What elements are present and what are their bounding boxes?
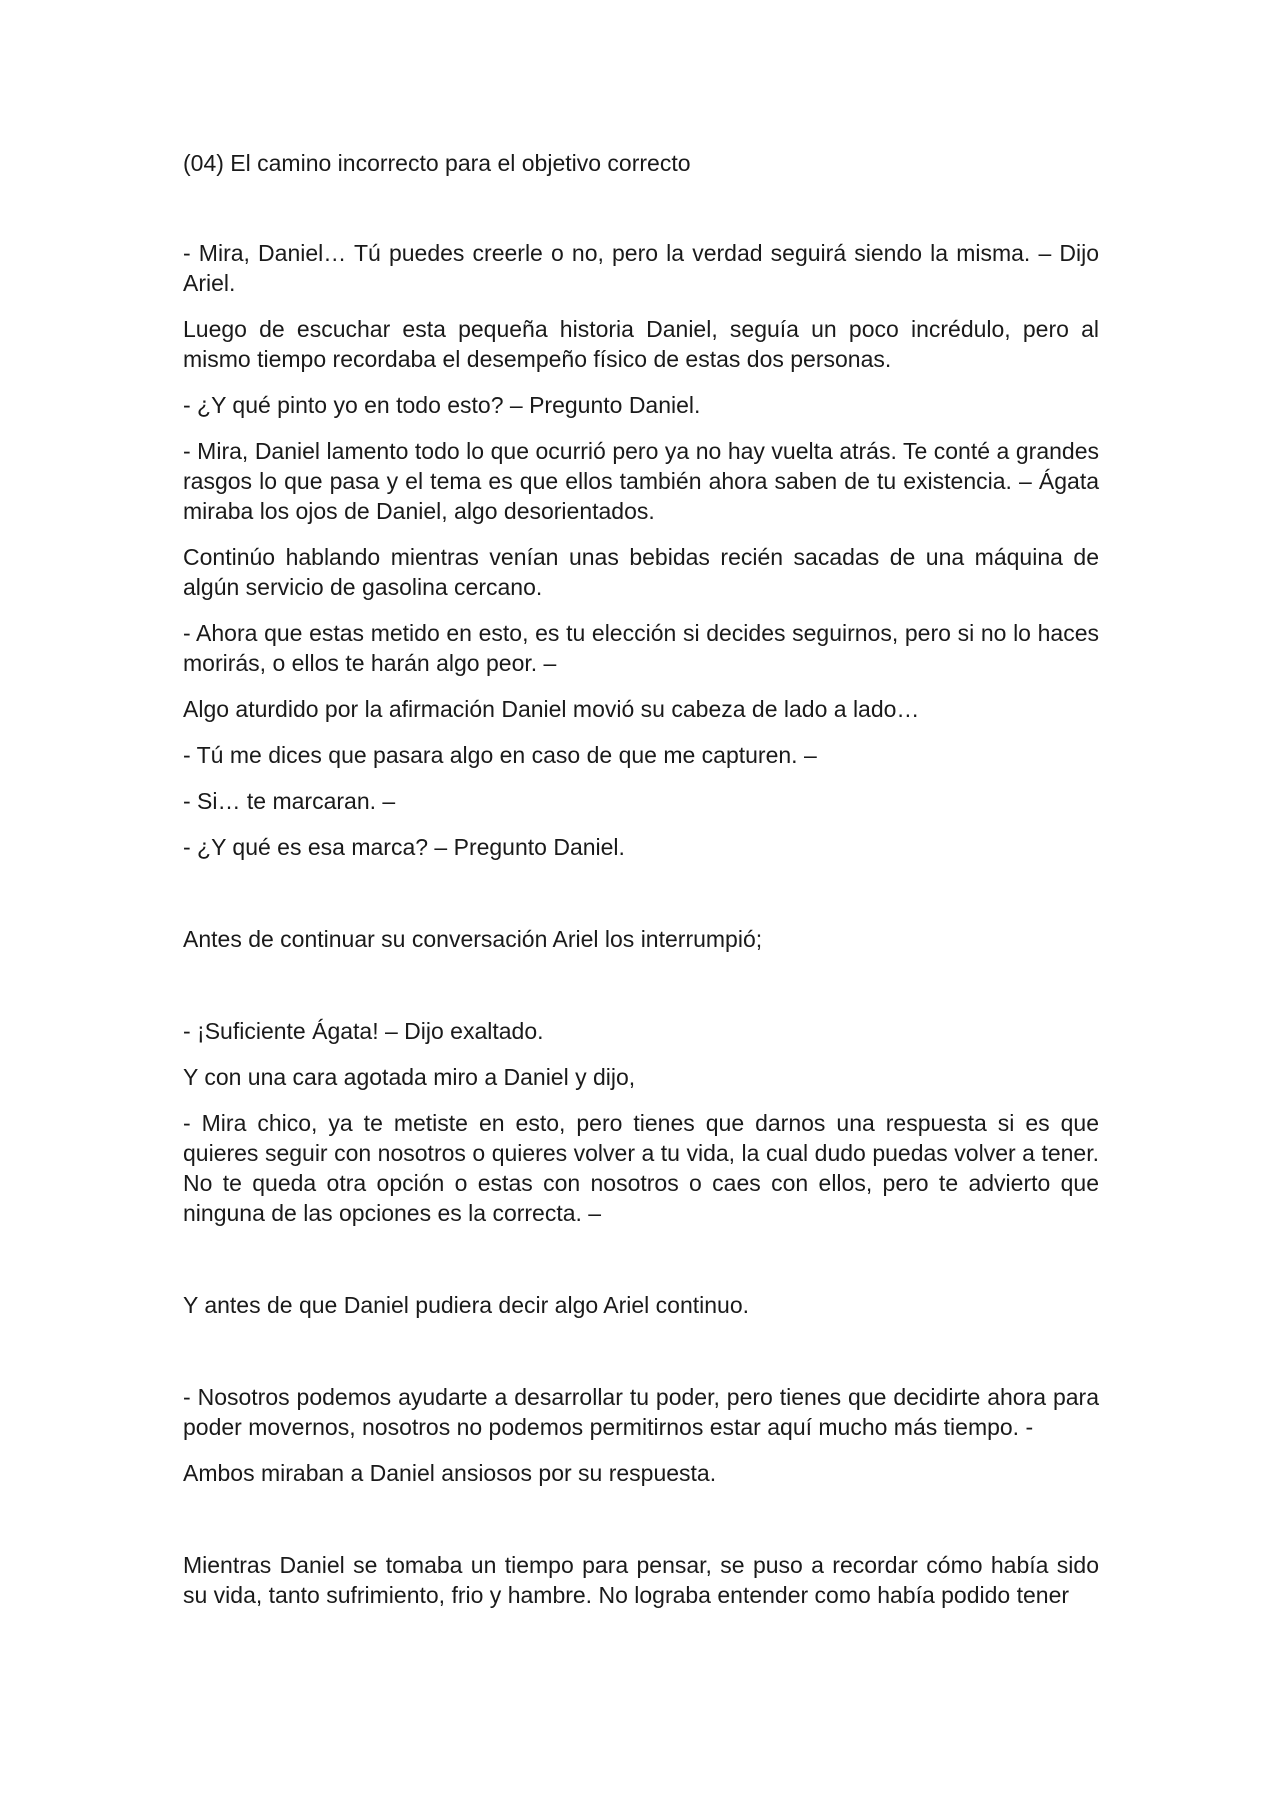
document-page [183,148,1099,1626]
paragraph: - Ahora que estas metido en esto, es tu elección si decides seguirnos, pero si no lo haces morirás, o ellos te harán algo peor. – [183,620,1099,676]
paragraph: - ¿Y qué pinto yo en todo esto? – Pregunto Daniel. [183,392,701,418]
paragraph: - Mira, Daniel… Tú puedes creerle o no, pero la verdad seguirá siendo la misma. – Dijo Ariel. [183,240,1099,296]
paragraph: - Tú me dices que pasara algo en caso de que me capturen. – [183,742,817,768]
paragraph: - ¡Suficiente Ágata! – Dijo exaltado. [183,1018,544,1044]
paragraph: Antes de continuar su conversación Ariel los interrumpió; [183,926,763,952]
paragraph: Algo aturdido por la afirmación Daniel movió su cabeza de lado a lado… [183,696,920,722]
paragraph: - ¿Y qué es esa marca? – Pregunto Daniel. [183,834,625,860]
paragraph: Continúo hablando mientras venían unas bebidas recién sacadas de una máquina de algún servicio de gasolina cercano. [183,544,1099,600]
paragraph: Luego de escuchar esta pequeña historia Daniel, seguía un poco incrédulo, pero al mismo tiempo recordaba el desempeño físico de estas dos personas. [183,316,1099,372]
paragraph: - Nosotros podemos ayudarte a desarrollar tu poder, pero tienes que decidirte ahora para poder movernos, nosotros no podemos permitirnos estar aquí mucho más tiempo. - [183,1384,1099,1440]
paragraph: Mientras Daniel se tomaba un tiempo para pensar, se puso a recordar cómo había sido su vida, tanto sufrimiento, frio y hambre. No lograba entender como había podido tener [183,1552,1099,1608]
paragraph: - Si… te marcaran. – [183,788,396,814]
paragraph: - Mira chico, ya te metiste en esto, pero tienes que darnos una respuesta si es que quieres seguir con nosotros o quieres volver a tu vida, la cual dudo puedas volver a tener. No te queda otra opción o estas con nosotros o caes con ellos, pero te advierto que ninguna de las opciones es la correcta. – [183,1110,1099,1226]
chapter-title: (04) El camino incorrecto para el objetivo correcto [183,150,691,176]
paragraph: - Mira, Daniel lamento todo lo que ocurrió pero ya no hay vuelta atrás. Te conté a grandes rasgos lo que pasa y el tema es que ellos también ahora saben de tu existencia. – Ágata miraba los ojos de Daniel, algo desorientados. [183,438,1099,524]
paragraph: Y con una cara agotada miro a Daniel y dijo, [183,1064,636,1090]
paragraph: Ambos miraban a Daniel ansiosos por su respuesta. [183,1460,717,1486]
paragraph: Y antes de que Daniel pudiera decir algo Ariel continuo. [183,1292,750,1318]
